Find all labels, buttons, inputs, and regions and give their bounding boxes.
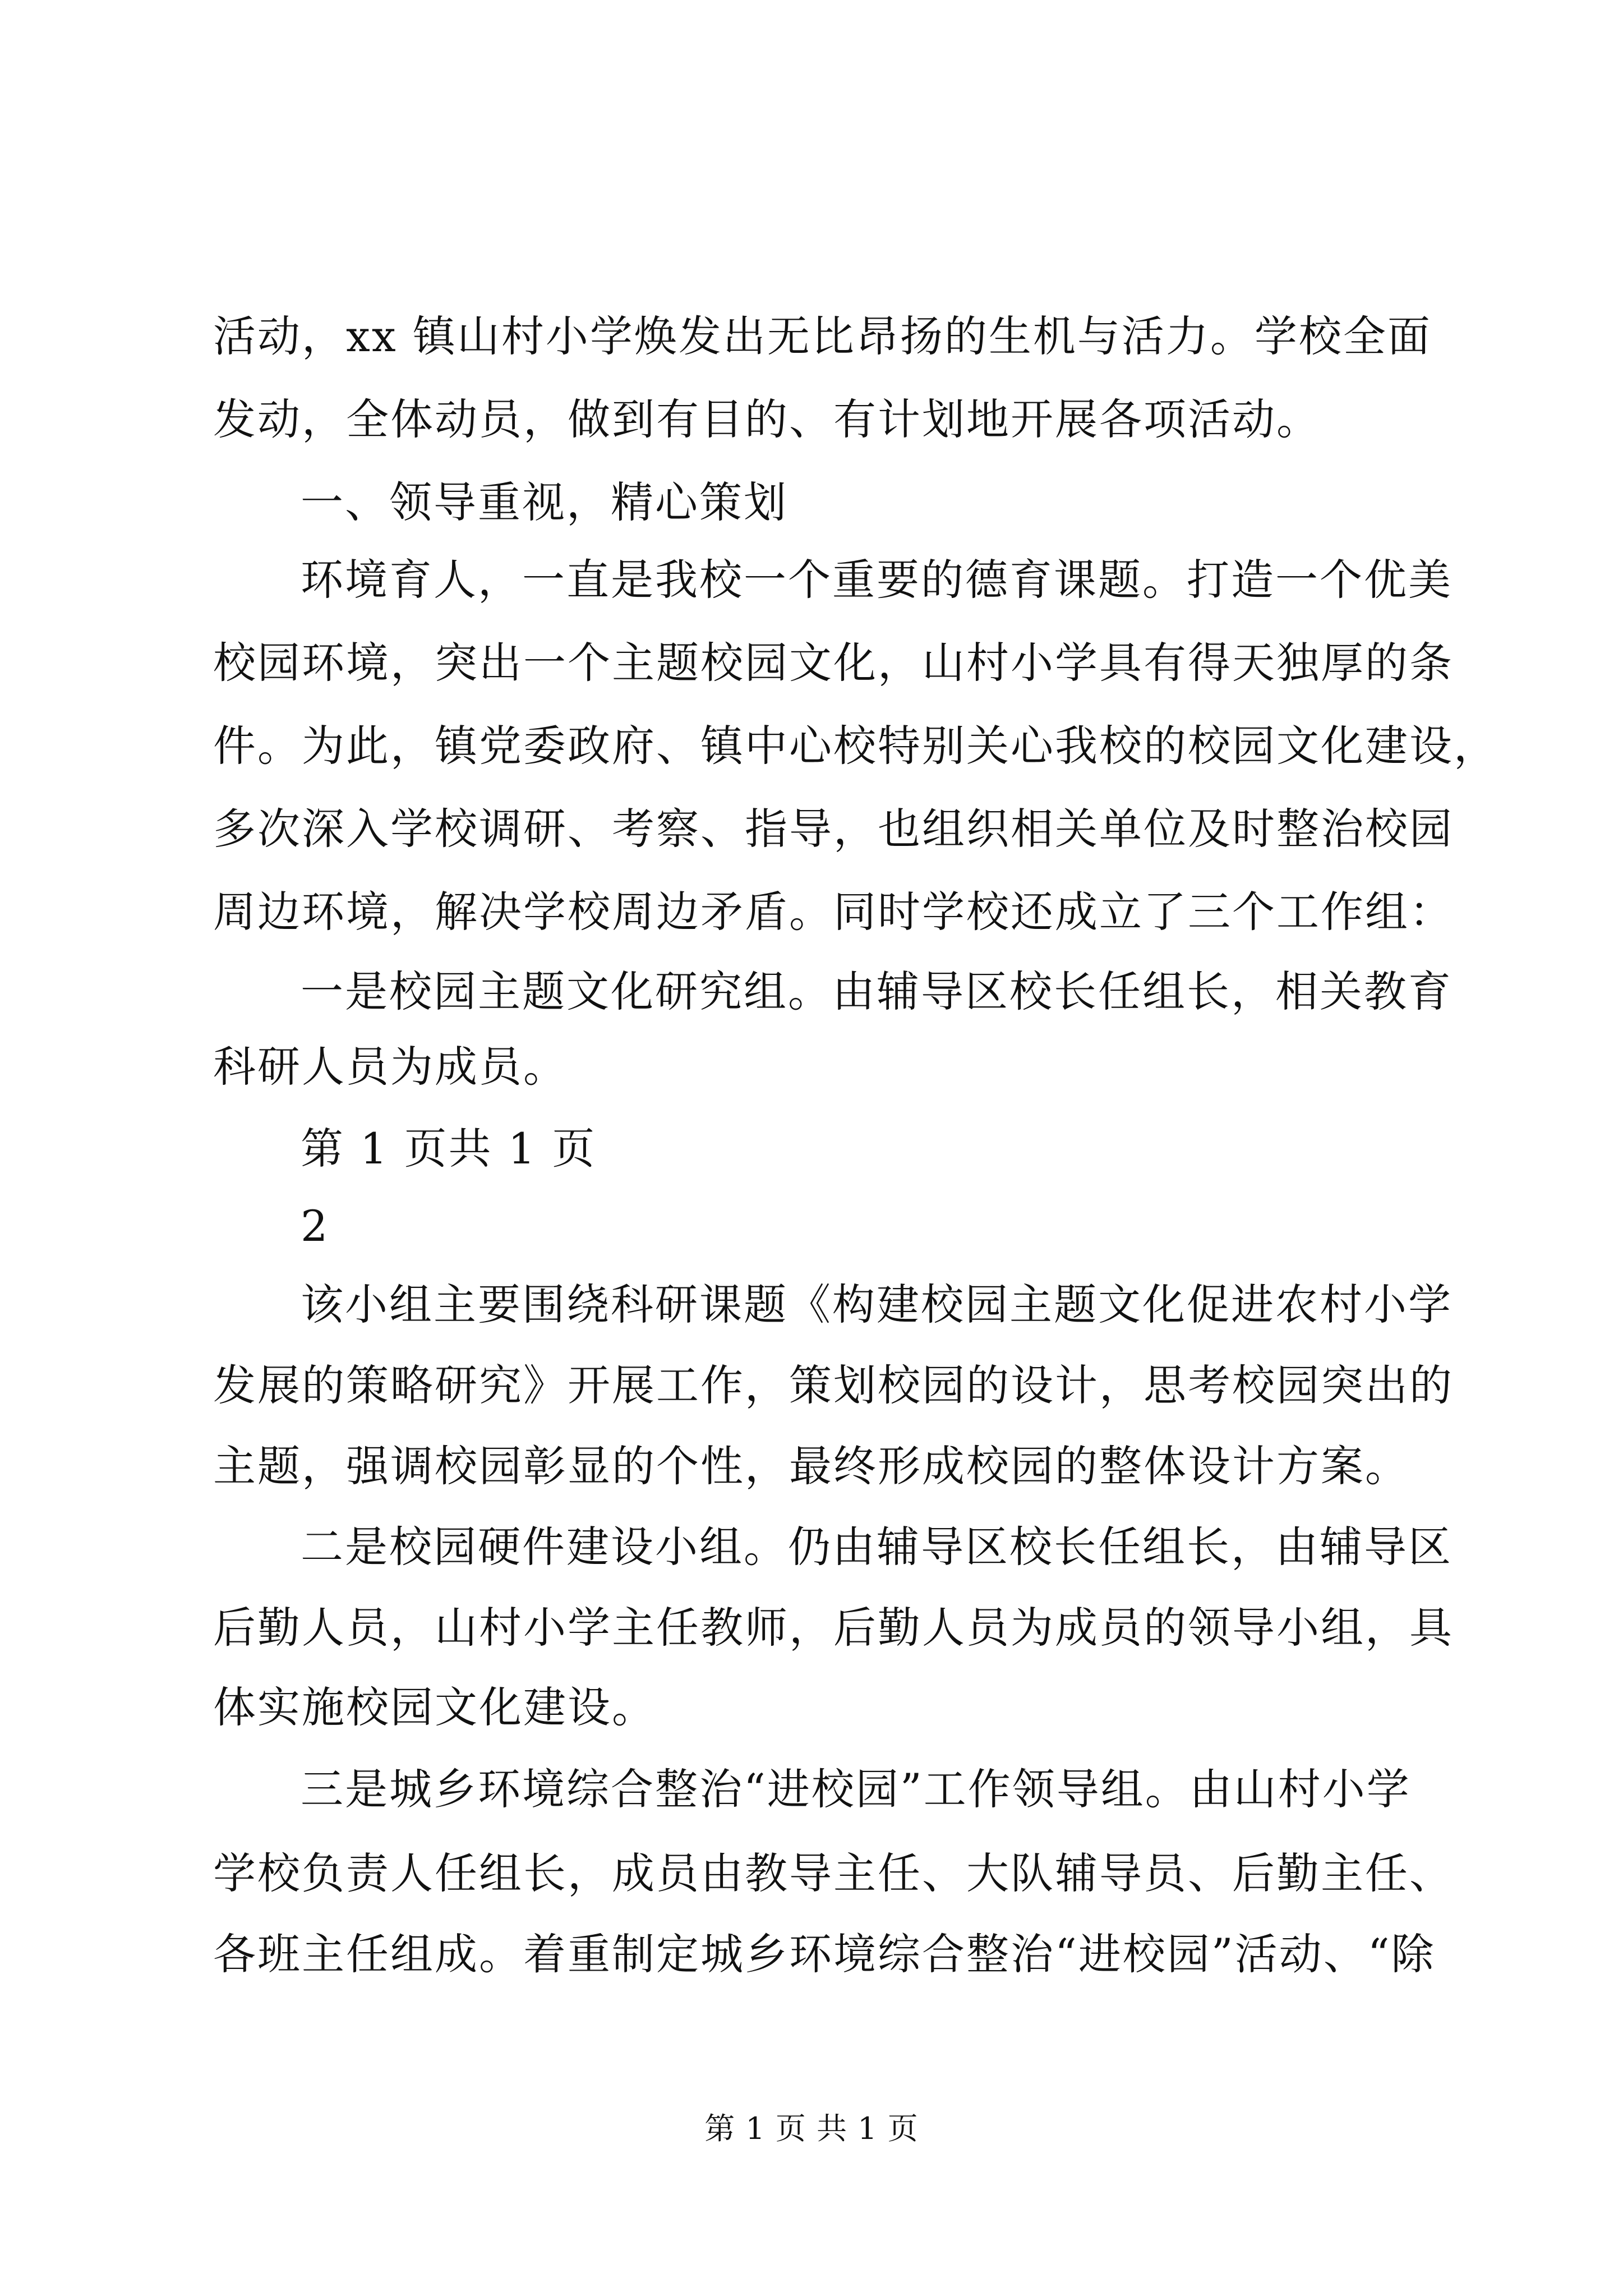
text-line: 后勤人员，山村小学主任教师，后勤人员为成员的领导小组，具 — [213, 1603, 1454, 1653]
text-line: 周边环境，解决学校周边矛盾。同时学校还成立了三个工作组： — [213, 887, 1454, 937]
text-line: 发展的策略研究》开展工作，策划校园的设计，思考校园突出的 — [213, 1360, 1454, 1410]
text-line: 环境育人，一直是我校一个重要的德育课题。打造一个优美 — [301, 555, 1453, 605]
text-line: 体实施校园文化建设。 — [213, 1682, 656, 1732]
text-line: 科研人员为成员。 — [213, 1042, 568, 1092]
page-footer: 第 1 页 共 1 页 — [704, 2111, 919, 2146]
text-line: 校园环境，突出一个主题校园文化，山村小学具有得天独厚的条 — [213, 638, 1454, 688]
text-line: 学校负责人任组长，成员由教导主任、大队辅导员、后勤主任、 — [213, 1848, 1454, 1898]
text-line: 发动，全体动员，做到有目的、有计划地开展各项活动。 — [213, 394, 1321, 444]
text-line: 多次深入学校调研、考察、指导，也组织相关单位及时整治校园 — [213, 804, 1454, 854]
text-line: 主题，强调校园彰显的个性，最终形成校园的整体设计方案。 — [213, 1441, 1409, 1491]
text-line: 三是城乡环境综合整治“进校园”工作领导组。由山村小学 — [301, 1764, 1411, 1814]
section-heading: 一、领导重视，精心策划 — [301, 477, 788, 527]
text-line: 该小组主要围绕科研课题《构建校园主题文化促进农村小学 — [301, 1280, 1453, 1329]
text-line: 件。为此，镇党委政府、镇中心校特别关心我校的校园文化建设， — [213, 721, 1498, 771]
inline-page-number: 2 — [301, 1201, 330, 1251]
text-line: 各班主任组成。着重制定城乡环境综合整治“进校园”活动、“除 — [213, 1929, 1436, 1979]
text-line: 二是校园硬件建设小组。仍由辅导区校长任组长，由辅导区 — [301, 1522, 1453, 1572]
text-line: 一是校园主题文化研究组。由辅导区校长任组长，相关教育 — [301, 967, 1453, 1016]
text-line: 活动，xx 镇山村小学焕发出无比昂扬的生机与活力。学校全面 — [213, 311, 1432, 361]
inline-page-marker: 第 1 页共 1 页 — [301, 1124, 597, 1174]
